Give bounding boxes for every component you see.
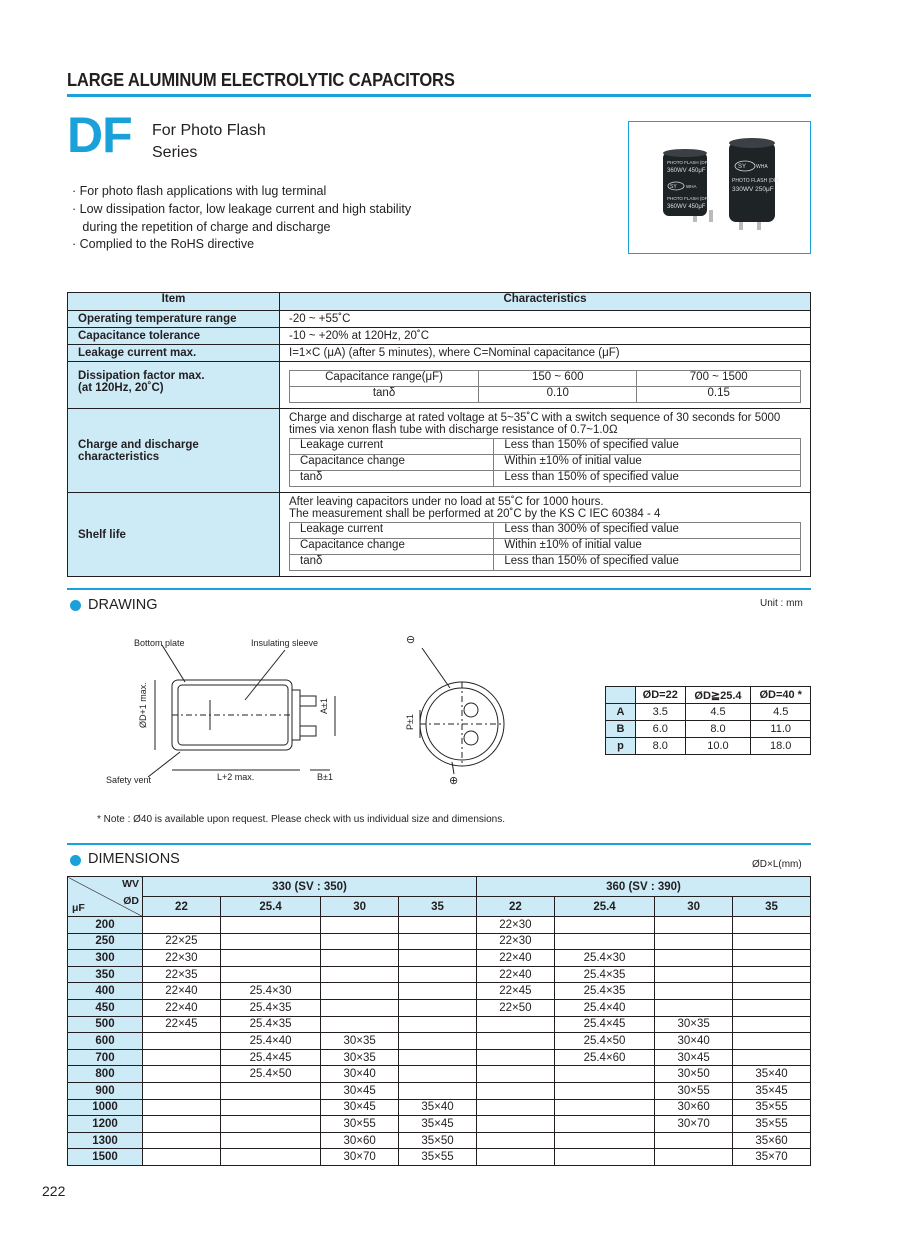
dim-size-cell <box>655 966 733 983</box>
dim-row <box>68 1099 811 1116</box>
dtab-row <box>606 738 811 755</box>
capacitor-outline-diagram <box>100 630 530 790</box>
dim-size-cell: 22×40 <box>476 966 554 983</box>
spec-item-line: Charge and discharge <box>78 438 199 451</box>
dim-size-cell: 25.4×40 <box>220 1033 320 1050</box>
dim-size-cell <box>655 1149 733 1166</box>
shelf-cell: Less than 150% of specified value <box>494 555 801 571</box>
shelf-desc: The measurement shall be performed at 20˚C by the KS C IEC 60384 - 4 <box>289 508 661 520</box>
series-name-line1: For Photo Flash <box>152 122 266 139</box>
dim-size-cell <box>220 1132 320 1149</box>
capacitor-photo-image <box>629 122 809 252</box>
dtab-cell: 6.0 <box>636 721 686 738</box>
dim-size-cell <box>220 1116 320 1133</box>
dim-group-header: 360 (SV : 390) <box>476 877 810 897</box>
spec-item <box>68 362 280 409</box>
dim-size-cell: 30×50 <box>655 1066 733 1083</box>
dim-size-cell <box>476 1132 554 1149</box>
spec-item: Leakage current max. <box>68 345 280 362</box>
dim-size-cell <box>399 933 477 950</box>
dim-size-cell <box>220 1149 320 1166</box>
dim-body <box>68 917 811 1166</box>
dim-size-cell: 25.4×30 <box>220 983 320 1000</box>
dim-corner-cell <box>68 877 143 917</box>
dim-corner-uf: μF <box>72 902 85 914</box>
dim-size-cell <box>554 1082 654 1099</box>
dim-size-cell: 22×40 <box>476 950 554 967</box>
dim-size-cell <box>554 917 654 934</box>
dimensions-unit: ØD×L(mm) <box>752 859 802 870</box>
spec-item <box>68 409 280 493</box>
dim-diameter-header: 25.4 <box>220 897 320 917</box>
charge-cell: Capacitance change <box>290 455 494 471</box>
dtab-header-cell: ØD=22 <box>636 687 686 704</box>
dim-capacitance-cell: 400 <box>68 983 143 1000</box>
dim-size-cell: 30×60 <box>321 1132 399 1149</box>
dim-group-header: 330 (SV : 350) <box>143 877 477 897</box>
shelf-cell: tanδ <box>290 555 494 571</box>
dim-size-cell <box>476 1033 554 1050</box>
dim-size-cell: 30×55 <box>321 1116 399 1133</box>
dim-row <box>68 933 811 950</box>
dim-row <box>68 1016 811 1033</box>
spec-row <box>68 345 811 362</box>
dtab-cell: 10.0 <box>685 738 751 755</box>
dim-size-cell <box>554 933 654 950</box>
df-cell: 150 ~ 600 <box>479 371 637 387</box>
charge-cell: Less than 150% of specified value <box>494 471 801 487</box>
charge-cell: Less than 150% of specified value <box>494 439 801 455</box>
dim-size-cell: 35×55 <box>733 1116 811 1133</box>
dim-size-cell <box>733 917 811 934</box>
dim-size-cell: 25.4×50 <box>220 1066 320 1083</box>
feature-list <box>72 183 411 254</box>
charge-subtable <box>289 438 801 487</box>
dim-size-cell: 22×30 <box>476 933 554 950</box>
dim-size-cell: 25.4×35 <box>554 983 654 1000</box>
dim-size-cell <box>321 983 399 1000</box>
cap2-brand2: WHA <box>756 164 768 170</box>
dim-size-cell <box>476 1116 554 1133</box>
dim-size-cell: 35×50 <box>399 1132 477 1149</box>
dim-capacitance-cell: 600 <box>68 1033 143 1050</box>
dim-size-cell: 30×55 <box>655 1082 733 1099</box>
dim-row <box>68 917 811 934</box>
dim-size-cell: 35×45 <box>399 1116 477 1133</box>
spec-item: Capacitance tolerance <box>68 328 280 345</box>
title-rule <box>67 94 811 97</box>
series-code: DF <box>67 107 132 163</box>
page-title: LARGE ALUMINUM ELECTROLYTIC CAPACITORS <box>67 70 455 90</box>
label-bottom-plate: Bottom plate <box>134 638 185 648</box>
dim-size-cell <box>399 950 477 967</box>
bullet-dot-icon <box>70 855 81 866</box>
shelf-cell: Capacitance change <box>290 539 494 555</box>
dim-diameter-header: 35 <box>399 897 477 917</box>
dim-size-cell <box>399 1049 477 1066</box>
dim-diameter-header: 35 <box>733 897 811 917</box>
dim-size-cell <box>399 1033 477 1050</box>
dim-size-cell <box>733 933 811 950</box>
spec-row <box>68 362 811 409</box>
dim-size-cell <box>321 999 399 1016</box>
dim-size-cell <box>476 1016 554 1033</box>
charge-desc: times via xenon flash tube with discharge resistance of 0.7~1.0Ω <box>289 424 618 436</box>
dim-row <box>68 1132 811 1149</box>
product-photo <box>628 121 811 254</box>
dim-size-cell <box>399 999 477 1016</box>
cap1-brand: SY <box>670 184 677 190</box>
dim-size-cell <box>476 1149 554 1166</box>
spec-value <box>280 362 811 409</box>
cap1-label-line1: PHOTO FLASH (DF) <box>667 160 709 165</box>
drawing-section-rule <box>67 588 811 590</box>
df-cell: 700 ~ 1500 <box>637 371 801 387</box>
dim-capacitance-cell: 800 <box>68 1066 143 1083</box>
dim-size-cell <box>143 1049 221 1066</box>
drawing-note: * Note : Ø40 is available upon request. Please check with us individual size and dimensions. <box>97 814 506 825</box>
dtab-header-cell: ØD≧25.4 <box>685 687 751 704</box>
label-p: P±1 <box>405 714 415 730</box>
spec-value: -20 ~ +55˚C <box>280 311 811 328</box>
label-safety-vent: Safety vent <box>106 775 152 785</box>
dim-capacitance-cell: 1200 <box>68 1116 143 1133</box>
dim-capacitance-cell: 500 <box>68 1016 143 1033</box>
shelf-cell: Leakage current <box>290 523 494 539</box>
dim-size-cell <box>733 983 811 1000</box>
dim-size-cell: 22×40 <box>143 999 221 1016</box>
dim-size-cell <box>554 1132 654 1149</box>
dim-size-cell <box>220 950 320 967</box>
dim-size-cell: 30×70 <box>321 1149 399 1166</box>
feature-item: · For photo flash applications with lug terminal <box>72 184 327 198</box>
dim-size-cell: 22×35 <box>143 966 221 983</box>
dim-size-cell: 22×45 <box>476 983 554 1000</box>
shelf-cell: Within ±10% of initial value <box>494 539 801 555</box>
dim-size-cell <box>733 999 811 1016</box>
dim-size-cell <box>143 1116 221 1133</box>
dim-size-cell: 22×30 <box>476 917 554 934</box>
dim-size-cell <box>476 1049 554 1066</box>
dim-size-cell: 35×45 <box>733 1082 811 1099</box>
dim-capacitance-cell: 900 <box>68 1082 143 1099</box>
dim-size-cell <box>554 1066 654 1083</box>
dim-size-cell: 30×35 <box>655 1016 733 1033</box>
dim-size-cell <box>143 917 221 934</box>
charge-cell: tanδ <box>290 471 494 487</box>
dim-row <box>68 950 811 967</box>
dim-size-cell <box>476 1099 554 1116</box>
spec-header-item: Item <box>68 293 280 311</box>
dim-capacitance-cell: 300 <box>68 950 143 967</box>
drawing-section-title: DRAWING <box>88 597 158 613</box>
dtab-cell: 18.0 <box>751 738 811 755</box>
dim-header-row <box>68 877 811 897</box>
dim-size-cell <box>143 1082 221 1099</box>
dim-size-cell: 25.4×45 <box>554 1016 654 1033</box>
dim-size-cell <box>733 966 811 983</box>
dim-size-cell: 25.4×35 <box>554 966 654 983</box>
dim-size-cell: 30×45 <box>655 1049 733 1066</box>
dim-capacitance-cell: 700 <box>68 1049 143 1066</box>
dtab-cell: 3.5 <box>636 704 686 721</box>
dim-size-cell: 35×70 <box>733 1149 811 1166</box>
spec-header-characteristics: Characteristics <box>280 293 811 311</box>
dim-size-cell <box>220 1099 320 1116</box>
spec-value: -10 ~ +20% at 120Hz, 20˚C <box>280 328 811 345</box>
dim-diameter-header: 22 <box>476 897 554 917</box>
dim-diameter-header: 22 <box>143 897 221 917</box>
dim-size-cell: 30×40 <box>655 1033 733 1050</box>
dim-size-cell <box>655 917 733 934</box>
charge-desc: Charge and discharge at rated voltage at 5~35˚C with a switch sequence of 30 seconds for 5000 <box>289 412 781 424</box>
dim-row <box>68 1049 811 1066</box>
feature-item: · Complied to the RoHS directive <box>72 237 255 252</box>
spec-row <box>68 311 811 328</box>
dim-size-cell <box>399 1016 477 1033</box>
dim-size-cell <box>733 950 811 967</box>
label-insulating-sleeve: Insulating sleeve <box>251 638 319 648</box>
dim-size-cell <box>143 1149 221 1166</box>
bullet-dot-icon <box>70 600 81 611</box>
dimensions-section-rule <box>67 843 811 845</box>
dim-capacitance-cell: 1000 <box>68 1099 143 1116</box>
dimensions-table <box>67 876 811 1166</box>
dim-size-cell <box>220 966 320 983</box>
dim-capacitance-cell: 1300 <box>68 1132 143 1149</box>
dim-size-cell <box>655 950 733 967</box>
dim-size-cell: 25.4×40 <box>554 999 654 1016</box>
dim-size-cell <box>143 1066 221 1083</box>
spec-value <box>280 409 811 493</box>
dim-size-cell: 30×35 <box>321 1049 399 1066</box>
dim-size-cell <box>143 1099 221 1116</box>
dim-size-cell: 30×70 <box>655 1116 733 1133</box>
dim-row <box>68 1033 811 1050</box>
cap1-label-line4: 360WV 450μF <box>667 204 706 210</box>
dim-size-cell: 25.4×45 <box>220 1049 320 1066</box>
dtab-header-cell: ØD=40 * <box>751 687 811 704</box>
dim-size-cell <box>220 933 320 950</box>
dim-corner-wv: WV <box>122 878 139 890</box>
label-diameter: ØD+1 max. <box>138 682 148 728</box>
dtab-row-label: p <box>606 738 636 755</box>
dim-size-cell: 25.4×60 <box>554 1049 654 1066</box>
dim-row <box>68 966 811 983</box>
dtab-row-label: A <box>606 704 636 721</box>
dim-size-cell: 35×40 <box>399 1099 477 1116</box>
dim-size-cell: 25.4×50 <box>554 1033 654 1050</box>
plus-terminal-icon: ⊕ <box>449 775 459 787</box>
df-cell: tanδ <box>290 387 479 403</box>
dim-size-cell: 25.4×35 <box>220 1016 320 1033</box>
dim-size-cell: 25.4×35 <box>220 999 320 1016</box>
cap2-label-line1: PHOTO FLASH (DF) <box>732 178 779 184</box>
dim-capacitance-cell: 200 <box>68 917 143 934</box>
dim-capacitance-cell: 250 <box>68 933 143 950</box>
spec-item: Operating temperature range <box>68 311 280 328</box>
spec-item-line: (at 120Hz, 20˚C) <box>78 382 164 394</box>
dim-size-cell <box>655 933 733 950</box>
spec-item-line: Dissipation factor max. <box>78 370 205 382</box>
dtab-cell: 8.0 <box>636 738 686 755</box>
dtab-header-row <box>606 687 811 704</box>
dim-row <box>68 1116 811 1133</box>
drawing-unit: Unit : mm <box>760 598 803 609</box>
dim-size-cell <box>321 933 399 950</box>
dim-diameter-header: 25.4 <box>554 897 654 917</box>
dim-size-cell <box>554 1116 654 1133</box>
df-cell: Capacitance range(μF) <box>290 371 479 387</box>
label-b: B±1 <box>317 772 333 782</box>
dim-size-cell <box>476 1082 554 1099</box>
spec-row <box>68 328 811 345</box>
dtab-row <box>606 704 811 721</box>
dim-size-cell <box>321 917 399 934</box>
dim-size-cell <box>399 983 477 1000</box>
drawing-dimension-table <box>605 686 811 755</box>
dim-size-cell: 30×35 <box>321 1033 399 1050</box>
dim-diameter-header: 30 <box>655 897 733 917</box>
dim-size-cell <box>655 1132 733 1149</box>
dim-size-cell <box>399 1066 477 1083</box>
dim-size-cell <box>476 1066 554 1083</box>
dim-diameter-header: 30 <box>321 897 399 917</box>
series-name-line2: Series <box>152 144 198 161</box>
dim-row <box>68 999 811 1016</box>
dtab-cell: 11.0 <box>751 721 811 738</box>
dim-size-cell: 22×50 <box>476 999 554 1016</box>
dim-capacitance-cell: 1500 <box>68 1149 143 1166</box>
dim-size-cell <box>733 1016 811 1033</box>
dtab-cell: 4.5 <box>685 704 751 721</box>
spec-row <box>68 493 811 577</box>
dtab-cell: 4.5 <box>751 704 811 721</box>
dim-size-cell <box>399 917 477 934</box>
dim-capacitance-cell: 350 <box>68 966 143 983</box>
cap1-brand2: WHA <box>686 184 697 189</box>
dim-size-cell: 30×45 <box>321 1099 399 1116</box>
cap1-label-line2: 360WV 450μF <box>667 168 706 174</box>
dim-size-cell <box>399 966 477 983</box>
dim-size-cell <box>655 999 733 1016</box>
df-cell: 0.15 <box>637 387 801 403</box>
dim-row <box>68 983 811 1000</box>
dim-size-cell <box>220 917 320 934</box>
dim-row <box>68 1066 811 1083</box>
dim-size-cell <box>399 1082 477 1099</box>
dim-size-cell: 30×45 <box>321 1082 399 1099</box>
shelf-subtable <box>289 522 801 571</box>
page-number: 222 <box>42 1183 66 1199</box>
dim-size-cell <box>143 1033 221 1050</box>
dim-size-cell <box>554 1149 654 1166</box>
dim-size-cell: 30×60 <box>655 1099 733 1116</box>
dim-corner-od: ØD <box>123 895 139 907</box>
dim-size-cell <box>554 1099 654 1116</box>
dim-size-cell: 22×25 <box>143 933 221 950</box>
series-name <box>152 120 266 164</box>
cap1-label-line3: PHOTO FLASH (DF) <box>667 196 709 201</box>
spec-row <box>68 409 811 493</box>
dim-size-cell: 22×30 <box>143 950 221 967</box>
dim-size-cell: 22×40 <box>143 983 221 1000</box>
spec-item-line: characteristics <box>78 450 160 463</box>
dim-size-cell <box>321 966 399 983</box>
label-length: L+2 max. <box>217 772 255 782</box>
dtab-row <box>606 721 811 738</box>
spec-item: Shelf life <box>68 493 280 577</box>
spec-header-row <box>68 293 811 311</box>
charge-cell: Leakage current <box>290 439 494 455</box>
dimensions-section-title: DIMENSIONS <box>88 851 180 867</box>
shelf-desc: After leaving capacitors under no load at 55˚C for 1000 hours. <box>289 496 604 508</box>
cap2-brand: SY <box>738 164 747 170</box>
dim-size-cell: 25.4×30 <box>554 950 654 967</box>
dim-size-cell: 30×40 <box>321 1066 399 1083</box>
dim-row <box>68 1149 811 1166</box>
dim-size-cell: 35×40 <box>733 1066 811 1083</box>
minus-terminal-icon: ⊖ <box>406 634 416 646</box>
cap2-label-line2: 330WV 250μF <box>732 186 774 193</box>
dim-size-cell: 35×60 <box>733 1132 811 1149</box>
dim-capacitance-cell: 450 <box>68 999 143 1016</box>
spec-value <box>280 493 811 577</box>
label-a: A±1 <box>319 698 329 714</box>
dtab-header-cell <box>606 687 636 704</box>
dim-diameter-row <box>68 897 811 917</box>
dim-size-cell: 35×55 <box>733 1099 811 1116</box>
spec-table <box>67 292 811 577</box>
dim-size-cell: 35×55 <box>399 1149 477 1166</box>
dim-row <box>68 1082 811 1099</box>
charge-cell: Within ±10% of initial value <box>494 455 801 471</box>
spec-value: I=1×C (μA) (after 5 minutes), where C=Nominal capacitance (μF) <box>280 345 811 362</box>
feature-item: · Low dissipation factor, low leakage current and high stability <box>72 201 412 216</box>
dim-size-cell <box>321 950 399 967</box>
dim-size-cell <box>655 983 733 1000</box>
df-subtable <box>289 370 801 403</box>
dim-size-cell <box>143 1132 221 1149</box>
dim-size-cell <box>733 1049 811 1066</box>
df-cell: 0.10 <box>479 387 637 403</box>
dim-size-cell <box>733 1033 811 1050</box>
dtab-row-label: B <box>606 721 636 738</box>
shelf-cell: Less than 300% of specified value <box>494 523 801 539</box>
dtab-cell: 8.0 <box>685 721 751 738</box>
dim-size-cell <box>220 1082 320 1099</box>
dim-size-cell: 22×45 <box>143 1016 221 1033</box>
feature-item: during the repetition of charge and discharge <box>72 219 331 234</box>
capacitor-drawing <box>100 630 530 790</box>
dim-size-cell <box>321 1016 399 1033</box>
